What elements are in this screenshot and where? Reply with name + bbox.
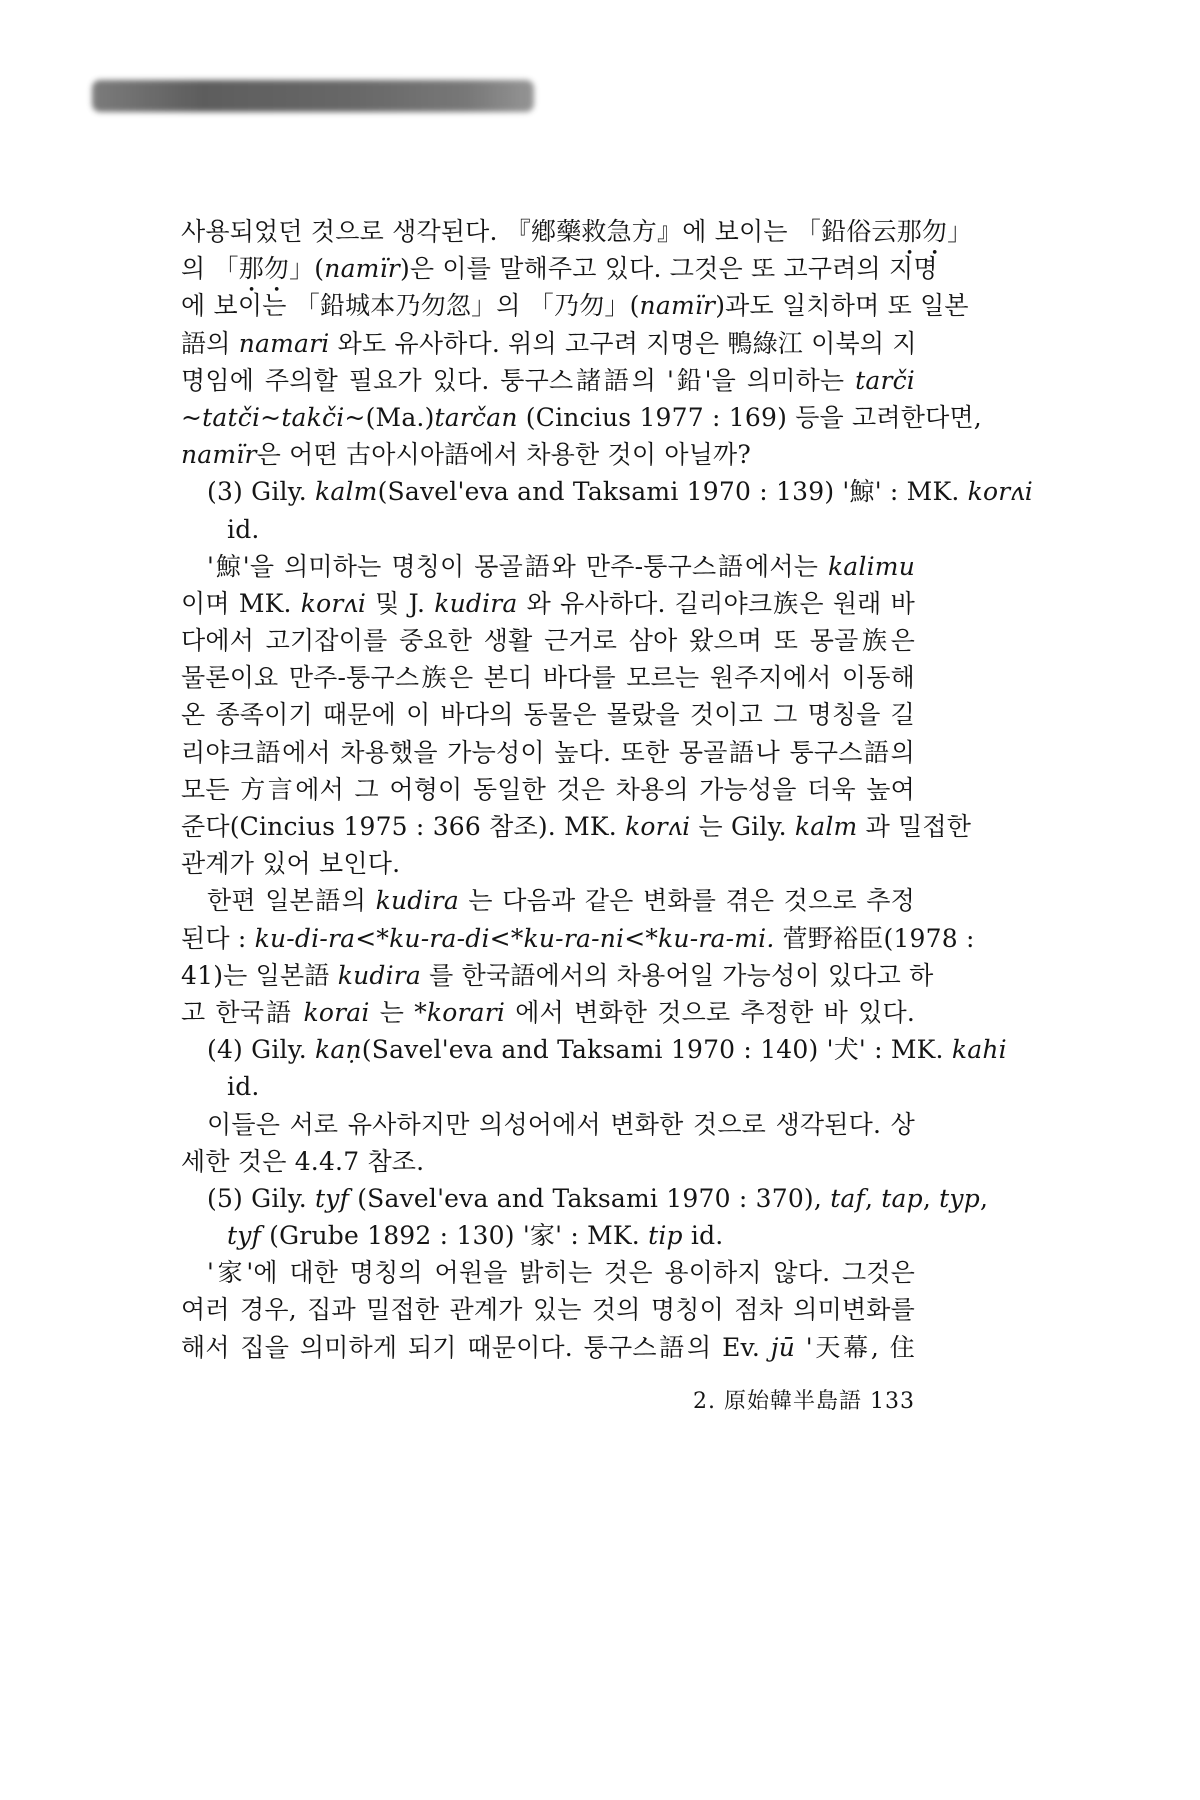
italic-term: kalimu bbox=[827, 551, 915, 581]
italic-term: kalm bbox=[315, 477, 378, 507]
italic-term: takči bbox=[281, 402, 345, 432]
text-line bbox=[181, 436, 915, 473]
text-segment: 물론이요 만주-퉁구스族은 본디 바다를 모르는 원주지에서 이동해 bbox=[181, 663, 915, 693]
page-footer: 2. 原始韓半島語 133 bbox=[693, 1389, 915, 1414]
text-segment: , bbox=[922, 1183, 940, 1213]
text-line bbox=[181, 808, 972, 845]
text-segment: 와도 유사하다. 위의 고구려 지명은 鴨綠江 이북의 지 bbox=[329, 328, 917, 358]
italic-term: jū bbox=[770, 1332, 796, 1362]
text-line bbox=[181, 696, 915, 733]
italic-term: kaṇ bbox=[315, 1035, 362, 1065]
italic-term: tip bbox=[648, 1221, 683, 1251]
text-segment: , bbox=[979, 1183, 989, 1213]
text-segment: 리야크語에서 차용했을 가능성이 높다. 또한 몽골語나 퉁구스語의 bbox=[181, 737, 915, 767]
text-line bbox=[181, 994, 915, 1031]
text-segment: (4) Gily. bbox=[207, 1035, 316, 1065]
text-segment: '鯨'을 의미하는 명칭이 몽골語와 만주-퉁구스語에서는 bbox=[207, 551, 828, 581]
text-line bbox=[181, 1143, 915, 1180]
text-line bbox=[181, 473, 1033, 510]
italic-term: kahi bbox=[951, 1035, 1007, 1065]
text-line bbox=[181, 585, 915, 622]
text-segment: (5) Gily. bbox=[207, 1183, 316, 1213]
scan-shadow-artifact bbox=[92, 80, 534, 112]
text-line bbox=[181, 1329, 915, 1366]
text-line bbox=[181, 957, 934, 994]
text-segment: 이들은 서로 유사하지만 의성어에서 변화한 것으로 생각된다. 상 bbox=[207, 1109, 915, 1139]
text-segment: )과도 일치하며 또 일본 bbox=[715, 291, 969, 321]
text-segment: id. bbox=[682, 1221, 724, 1251]
text-segment: '天幕, 住 bbox=[795, 1332, 915, 1362]
text-segment: 에 보이는 「鉛城本乃勿忽」의 「乃勿」( bbox=[181, 291, 640, 321]
italic-term: namïr bbox=[639, 291, 716, 321]
text-line bbox=[181, 882, 915, 919]
italic-term: korʌi bbox=[967, 477, 1033, 507]
text-segment: 다에서 고기잡이를 중요한 생활 근거로 삼아 왔으며 또 몽골族은 bbox=[181, 626, 915, 656]
text-segment: 여러 경우, 집과 밀접한 관계가 있는 것의 명칭이 점차 의미변화를 bbox=[181, 1295, 915, 1325]
text-segment: 된다 : bbox=[181, 923, 255, 953]
text-line bbox=[181, 1254, 915, 1291]
italic-term: tap bbox=[881, 1183, 923, 1213]
text-segment: 온 종족이기 때문에 이 바다의 동물은 몰랐을 것이고 그 명칭을 길 bbox=[181, 700, 915, 730]
text-segment: 語의 bbox=[181, 328, 239, 358]
text-segment: 에서 변화한 것으로 추정한 바 있다. bbox=[505, 997, 915, 1027]
text-line bbox=[181, 213, 973, 250]
text-segment: 菅野裕臣(1978 : bbox=[774, 923, 975, 953]
text-segment: 」( bbox=[289, 254, 325, 284]
text-segment: 및 J. bbox=[366, 588, 435, 618]
italic-term: ku-di-ra<*ku-ra-di<*ku-ra-ni<*ku-ra-mi. bbox=[254, 923, 775, 953]
text-line bbox=[181, 622, 915, 659]
italic-term: tyf bbox=[315, 1183, 350, 1213]
text-line bbox=[181, 659, 915, 696]
text-segment: (3) Gily. bbox=[207, 477, 316, 507]
italic-term: tyf bbox=[227, 1221, 262, 1251]
text-segment: )은 이를 말해주고 있다. 그것은 또 고구려의 지명 bbox=[399, 254, 938, 284]
text-segment: 과 밀접한 bbox=[857, 812, 972, 841]
text-segment: 고 한국語 bbox=[181, 997, 304, 1027]
text-segment: ~ bbox=[260, 402, 282, 432]
text-segment: 는 Gily. bbox=[690, 812, 795, 841]
text-segment: 의 「 bbox=[181, 254, 239, 284]
text-segment: 이며 MK. bbox=[181, 588, 301, 618]
text-segment: 는 다음과 같은 변화를 겪은 것으로 추정 bbox=[458, 886, 915, 916]
text-segment: (Savel'eva and Taksami 1970 : 370), bbox=[349, 1183, 831, 1213]
text-segment: ~ bbox=[181, 402, 203, 432]
italic-term: typ bbox=[939, 1183, 980, 1213]
text-segment: 를 한국語에서의 차용어일 가능성이 있다고 하 bbox=[421, 960, 934, 990]
italic-term: kalm bbox=[794, 812, 858, 841]
text-segment: 명임에 주의할 필요가 있다. 퉁구스諸語의 '鉛'을 의미하는 bbox=[181, 365, 856, 395]
italic-term: namari bbox=[238, 328, 330, 358]
text-line bbox=[181, 1031, 1007, 1068]
emphasized-term: 那勿 bbox=[896, 217, 948, 246]
text-line bbox=[181, 1291, 915, 1328]
italic-term: namïr bbox=[324, 254, 400, 284]
italic-term: kudira bbox=[375, 886, 459, 916]
text-segment: 해서 집을 의미하게 되기 때문이다. 퉁구스語의 Ev. bbox=[181, 1332, 771, 1362]
text-line bbox=[181, 1106, 915, 1143]
italic-term: korari bbox=[426, 997, 506, 1027]
text-segment: (Grube 1892 : 130) '家' : MK. bbox=[261, 1221, 649, 1251]
italic-term: namïr bbox=[181, 440, 257, 470]
text-segment: , bbox=[865, 1183, 882, 1213]
text-line bbox=[181, 511, 915, 548]
emphasized-term: 那勿 bbox=[238, 254, 290, 284]
italic-term: korʌi bbox=[625, 812, 691, 841]
text-line bbox=[181, 362, 915, 399]
text-segment: 」 bbox=[947, 217, 973, 246]
text-segment: 세한 것은 4.4.7 참조. bbox=[181, 1146, 425, 1176]
text-segment: ~(Ma.) bbox=[344, 402, 435, 432]
italic-term: korʌi bbox=[300, 588, 367, 618]
italic-term: kudira bbox=[337, 960, 422, 990]
text-segment: 41)는 일본語 bbox=[181, 960, 338, 990]
text-block bbox=[181, 213, 1033, 1366]
text-segment: (Savel'eva and Taksami 1970 : 139) '鯨' : MK. bbox=[377, 477, 968, 507]
italic-term: korai bbox=[303, 997, 370, 1027]
text-segment: (Cincius 1977 : 169) 등을 고려한다면, bbox=[517, 402, 982, 432]
text-segment: 와 유사하다. 길리야크族은 원래 바 bbox=[517, 588, 915, 618]
text-line bbox=[181, 771, 915, 808]
text-segment: 모든 方言에서 그 어형이 동일한 것은 차용의 가능성을 더욱 높여 bbox=[181, 774, 915, 804]
italic-term: taf bbox=[830, 1183, 865, 1213]
italic-term: tatči bbox=[202, 402, 261, 432]
text-segment: id. bbox=[227, 1072, 260, 1102]
text-line bbox=[181, 250, 938, 287]
text-line bbox=[181, 1180, 989, 1217]
text-line bbox=[181, 734, 915, 771]
text-line bbox=[181, 1068, 915, 1105]
text-line bbox=[181, 287, 969, 324]
text-segment: '家'에 대한 명칭의 어원을 밝히는 것은 용이하지 않다. 그것은 bbox=[207, 1258, 915, 1288]
italic-term: kudira bbox=[434, 588, 518, 618]
text-segment: (Savel'eva and Taksami 1970 : 140) '犬' : MK. bbox=[361, 1035, 952, 1065]
text-line bbox=[181, 325, 915, 362]
text-line bbox=[181, 399, 982, 436]
text-segment: 사용되었던 것으로 생각된다. 『鄕藥救急方』에 보이는 「鉛俗云 bbox=[181, 217, 897, 246]
text-segment: 한편 일본語의 bbox=[207, 886, 376, 916]
text-segment: 준다(Cincius 1975 : 366 참조). MK. bbox=[181, 812, 626, 841]
italic-term: tarčan bbox=[434, 402, 518, 432]
italic-term: tarči bbox=[855, 365, 915, 395]
text-line bbox=[181, 845, 915, 882]
text-line bbox=[181, 548, 915, 585]
text-line bbox=[181, 1217, 915, 1254]
text-segment: 는 * bbox=[369, 997, 427, 1027]
text-segment: 관계가 있어 보인다. bbox=[181, 849, 401, 879]
text-line bbox=[181, 920, 975, 957]
text-segment: id. bbox=[227, 514, 260, 544]
text-segment: 은 어떤 古아시아語에서 차용한 것이 아닐까? bbox=[256, 440, 752, 470]
